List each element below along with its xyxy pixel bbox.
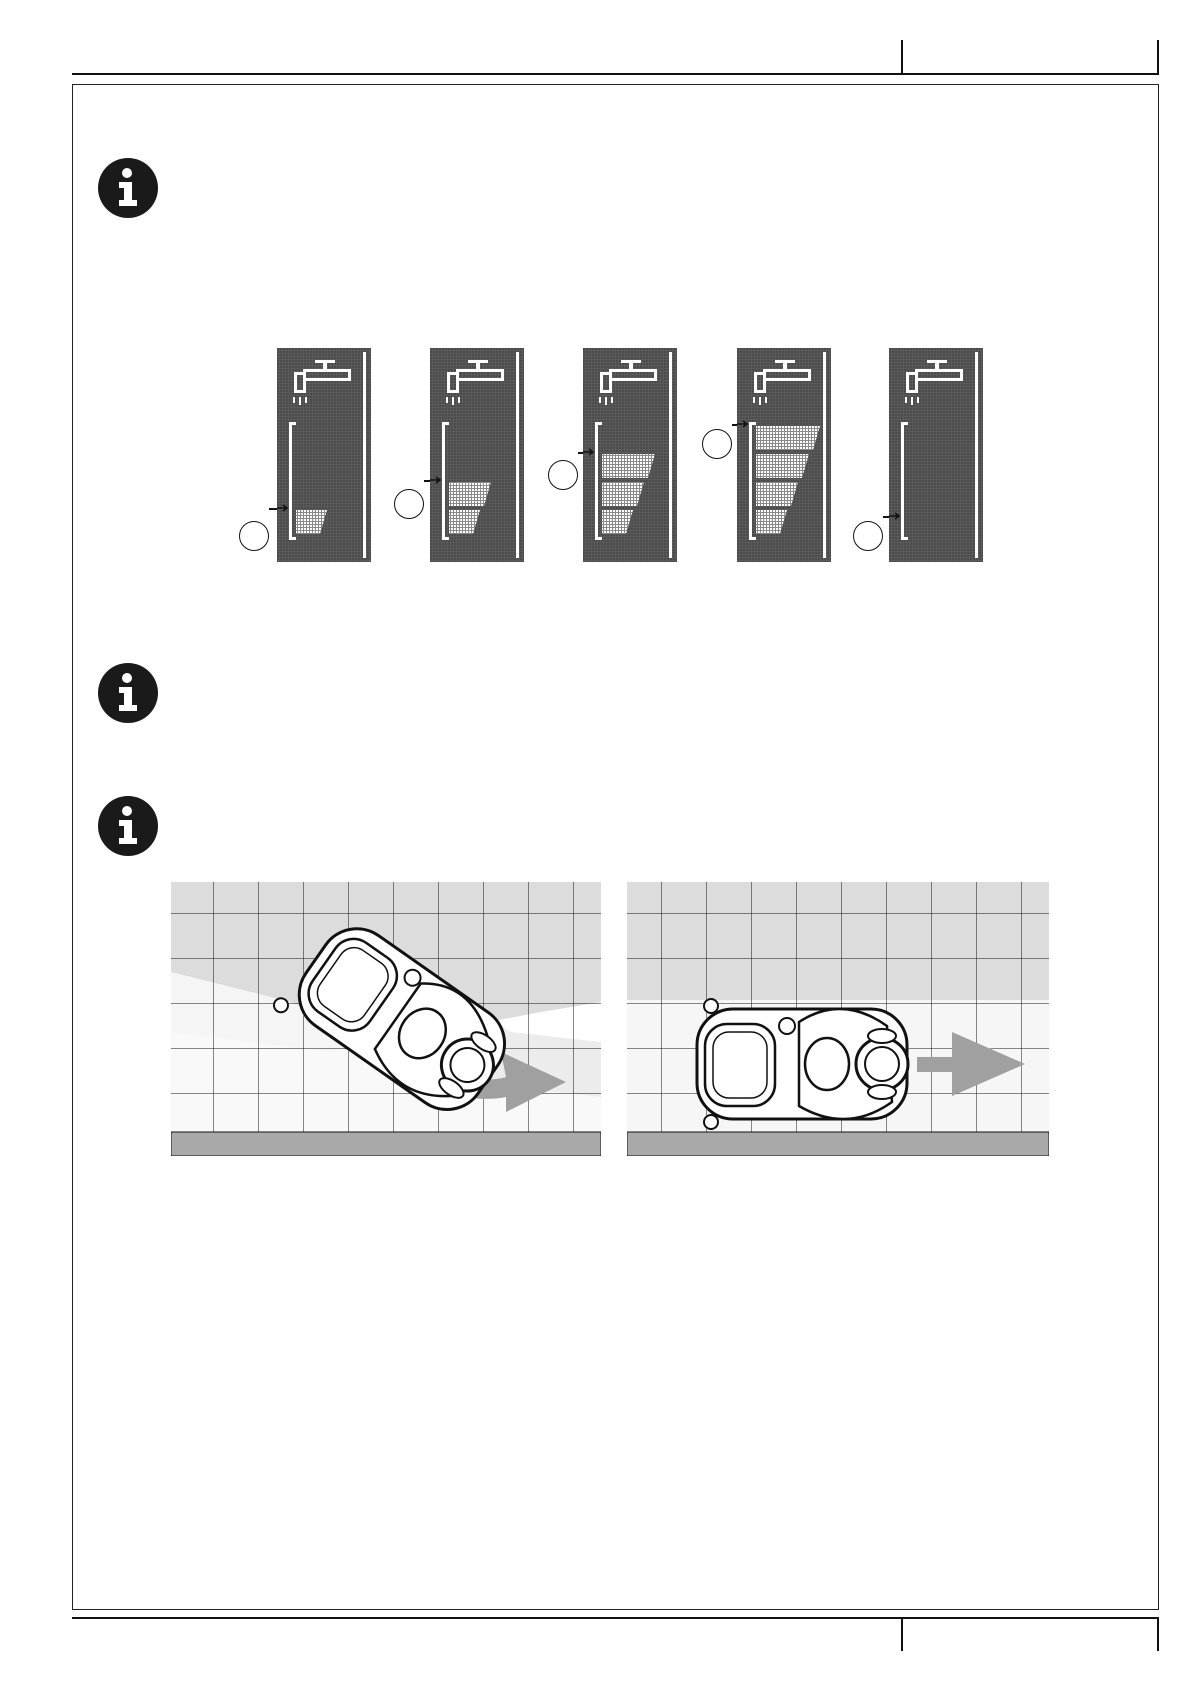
info-icon (97, 157, 159, 219)
water-level-step (602, 454, 655, 478)
water-level-step (756, 482, 798, 506)
header-divider-left (901, 40, 903, 74)
footer-divider-right (1157, 1617, 1159, 1651)
callout-marker (853, 521, 883, 551)
header-divider-right (1157, 40, 1159, 74)
callout-leader (732, 424, 737, 426)
callout-marker (239, 521, 269, 551)
content-frame (72, 84, 1159, 1610)
header-rule (72, 73, 1159, 75)
callout-leader (269, 508, 277, 510)
water-level-screen (737, 348, 831, 562)
water-level-step (602, 482, 644, 506)
water-level-step (756, 454, 809, 478)
callout-leader (883, 516, 889, 518)
info-icon (97, 662, 159, 724)
machine-top-view (697, 999, 908, 1129)
callout-marker (702, 429, 732, 459)
water-level-step (756, 426, 820, 450)
water-level-screen (889, 348, 983, 562)
callout-marker (548, 460, 578, 490)
info-icon (97, 795, 159, 857)
water-level-screen (277, 348, 371, 562)
water-level-screen (430, 348, 524, 562)
callout-leader (424, 480, 430, 482)
callout-leader (578, 452, 583, 454)
footer-divider-left (901, 1617, 903, 1651)
water-level-screen (583, 348, 677, 562)
callout-marker (394, 489, 424, 519)
footer-rule (72, 1617, 1159, 1619)
straight-approach-figure (627, 882, 1049, 1156)
water-level-step (449, 482, 491, 506)
diagonal-approach-figure (171, 882, 601, 1156)
